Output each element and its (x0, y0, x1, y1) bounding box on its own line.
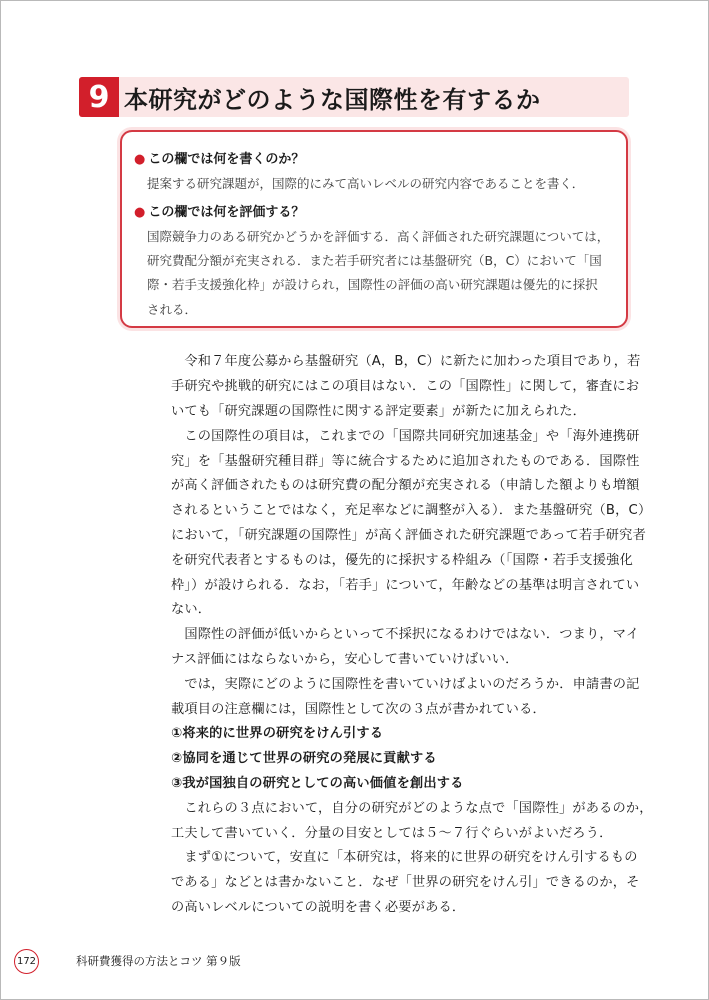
bullet-icon: ● (134, 152, 146, 167)
body-line: が高く評価されたものは研究費の配分額が充実される（申請した額よりも増額 (171, 478, 640, 493)
body-line: 究」を「基盤研究種目群」等に統合するために追加されたものである．国際性 (171, 454, 640, 469)
section-title: 本研究がどのような国際性を有するか (124, 85, 541, 114)
body-line: されるということではなく，充足率などに調整が入る）．また基盤研究（B，C） (171, 503, 652, 518)
body-line: 国際性の評価が低いからといって不採択になるわけではない．つまり，マイ (171, 627, 640, 642)
list-item: ①将来的に世界の研究をけん引する (171, 726, 384, 741)
book-title: 科研費獲得の方法とコツ 第９版 (76, 954, 241, 968)
page-number: 172 (14, 949, 39, 974)
answer-line: 際・若手支援強化枠」が設けられ，国際性の評価の高い研究課題は優先的に採択 (147, 277, 598, 292)
list-item: ②協同を通じて世界の研究の発展に貢献する (171, 751, 437, 766)
body-line: において，「研究課題の国際性」が高く評価された研究課題であって若手研究者 (171, 528, 646, 543)
bullet-icon: ● (134, 205, 146, 220)
body-line: まず①について，安直に「本研究は，将来的に世界の研究をけん引するもの (171, 850, 638, 865)
body-line: では，実際にどのように国際性を書いていけばよいのだろうか．申請書の記 (171, 677, 640, 692)
question-label: この欄では何を評価する？ (148, 205, 305, 220)
question-label: この欄では何を書くのか？ (148, 152, 305, 167)
body-line: ナス評価にはならないから，安心して書いていけばいい． (171, 652, 519, 667)
section-number: 9 (79, 77, 119, 117)
body-line: である」などとは書かないこと．なぜ「世界の研究をけん引」できるのか，そ (171, 875, 640, 890)
body-line: の高いレベルについての説明を書く必要がある． (171, 900, 466, 915)
question-what-to-write (134, 148, 304, 167)
body-line: ない． (171, 602, 212, 617)
list-item: ③我が国独自の研究としての高い価値を創出する (171, 776, 464, 791)
answer-line: 研究費配分額が充実される．また若手研究者には基盤研究（B，C）において「国 (147, 253, 602, 268)
body-line: 枠」）が設けられる．なお，「若手」について，年齢などの基準は明言されてい (171, 578, 640, 593)
body-line: これらの３点において，自分の研究がどのような点で「国際性」があるのか， (171, 801, 653, 816)
body-line: この国際性の項目は，これまでの「国際共同研究加速基金」や「海外連携研 (171, 429, 640, 444)
body-line: 載項目の注意欄には，国際性として次の３点が書かれている． (171, 702, 546, 717)
body-line: 手研究や挑戦的研究にはこの項目はない．この「国際性」に関して，審査にお (171, 379, 640, 394)
answer-line: 提案する研究課題が，国際的にみて高いレベルの研究内容であることを書く． (147, 176, 585, 191)
body-line: いても「研究課題の国際性に関する評定要素」が新たに加えられた． (171, 404, 587, 419)
answer-line: 国際競争力のある研究かどうかを評価する．高く評価された研究課題については， (147, 229, 610, 244)
body-line: 令和７年度公募から基盤研究（A，B，C）に新たに加わった項目であり，若 (171, 354, 641, 369)
answer-line: される． (147, 302, 198, 317)
question-how-evaluated (134, 201, 304, 220)
body-line: を研究代表者とするものは，優先的に採択する枠組み（「国際・若手支援強化 (171, 553, 633, 568)
body-line: 工夫して書いていく．分量の目安としては５〜７行ぐらいがよいだろう． (171, 826, 613, 841)
